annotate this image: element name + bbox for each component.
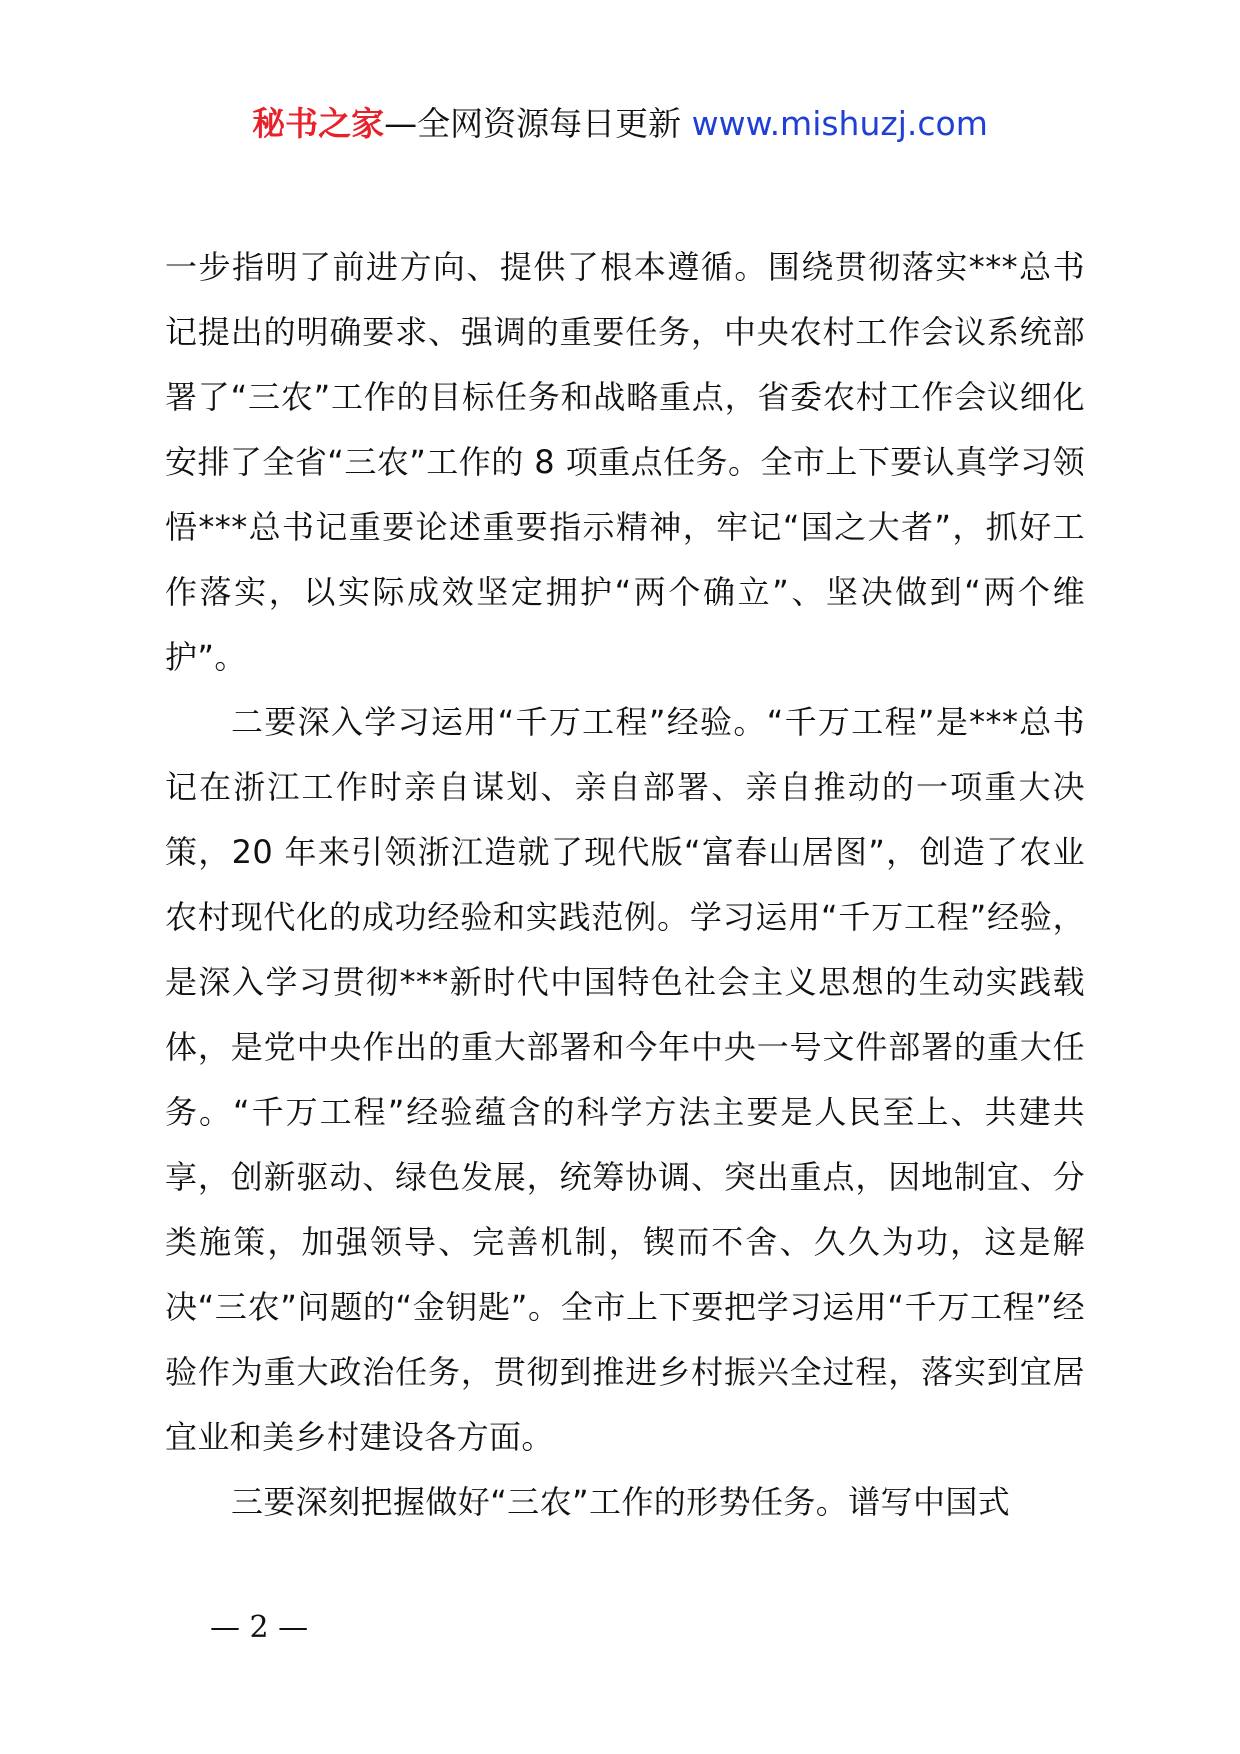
- site-header: [0, 100, 1240, 148]
- paragraph-section-two: 二要深入学习运用“千万工程”经验。“千万工程”是***总书记在浙江工作时亲自谋划、亲自部署、亲自推动的一项重大决策，20 年来引领浙江造就了现代版“富春山居图”，创造了农业农村现代化的成功经验和实践范例。学习运用“千万工程”经验，是深入学习贯彻***新时代中国特色社会主义思想的生动实践载体，是党中央作出的重大部署和今年中央一号文件部署的重大任务。“千万工程”经验蕴含的科学方法主要是人民至上、共建共享，创新驱动、绿色发展，统筹协调、突出重点，因地制宜、分类施策，加强领导、完善机制，锲而不舍、久久为功，这是解决“三农”问题的“金钥匙”。全市上下要把学习运用“千万工程”经验作为重大政治任务，贯彻到推进乡村振兴全过程，落实到宜居宜业和美乡村建设各方面。: [165, 703, 1085, 1456]
- page-number: — 2 —: [210, 1610, 309, 1645]
- paragraph-section-three: 三要深刻把握做好“三农”工作的形势任务。谱写中国式: [231, 1483, 1011, 1521]
- document-body: [165, 235, 1085, 1535]
- brand-name: 秘书之家: [252, 104, 385, 143]
- header-tagline: —全网资源每日更新: [384, 104, 692, 143]
- paragraph-continued: 一步指明了前进方向、提供了根本遵循。围绕贯彻落实***总书记提出的明确要求、强调的重要任务，中央农村工作会议系统部署了“三农”工作的目标任务和战略重点，省委农村工作会议细化安排了全省“三农”工作的 8 项重点任务。全市上下要认真学习领悟***总书记重要论述重要指示精神，牢记“国之大者”，抓好工作落实，以实际成效坚定拥护“两个确立”、坚决做到“两个维护”。: [165, 248, 1085, 676]
- site-url-link[interactable]: www.mishuzj.com: [691, 104, 988, 143]
